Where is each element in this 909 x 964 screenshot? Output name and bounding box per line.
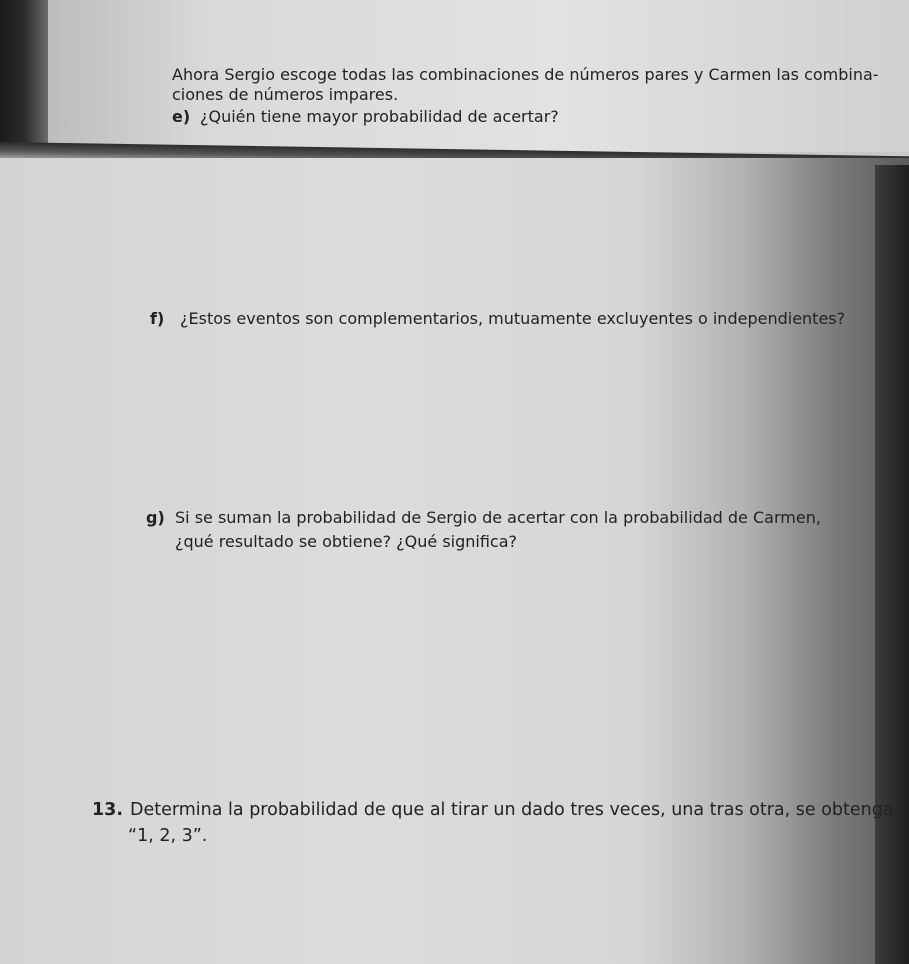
question-13-line-1: Determina la probabilidad de que al tirar un dado tres veces, una tras otra, se obtenga: [130, 800, 894, 820]
question-g-label: g): [146, 508, 165, 527]
question-f-label: f): [150, 309, 165, 328]
question-f-text: ¿Estos eventos son complementarios, mutuamente excluyentes o independientes?: [180, 309, 846, 328]
dark-background-left: [0, 0, 48, 150]
question-e-text: ¿Quién tiene mayor probabilidad de acertar?: [200, 107, 559, 126]
question-13-line-2: “1, 2, 3”.: [128, 826, 208, 846]
intro-line-2: ciones de números impares.: [172, 85, 399, 104]
dark-background-right: [875, 165, 909, 964]
question-g-line-1: Si se suman la probabilidad de Sergio de acertar con la probabilidad de Carmen,: [175, 508, 821, 527]
question-e-label: e): [172, 107, 191, 126]
question-g-line-2: ¿qué resultado se obtiene? ¿Qué significa?: [175, 532, 518, 551]
intro-line-1: Ahora Sergio escoge todas las combinaciones de números pares y Carmen las combina-: [172, 65, 879, 84]
question-13-number: 13.: [92, 800, 124, 820]
